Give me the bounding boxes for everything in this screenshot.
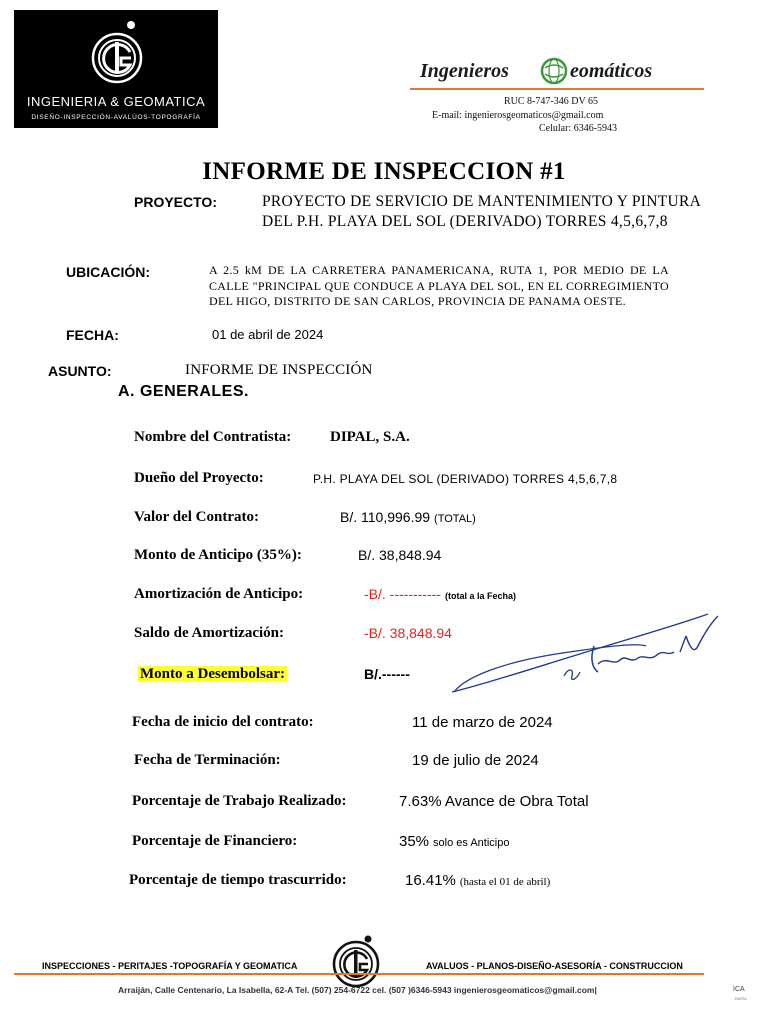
brand-underline	[410, 88, 704, 90]
brand-name-part2: eomáticos	[570, 60, 653, 82]
valor-group	[340, 509, 476, 527]
amortizacion-group	[364, 586, 516, 604]
amortizacion-label: Amortización de Anticipo:	[134, 586, 304, 602]
terminacion-label: Fecha de Terminación:	[134, 752, 281, 768]
dueno-value: P.H. PLAYA DEL SOL (DERIVADO) TORRES 4,5,6,7,8	[313, 472, 618, 486]
corner-fragment-sub: RAFÍA	[735, 996, 747, 1001]
ubicacion-value: A 2.5 kM DE LA CARRETERA PANAMERICANA, RUTA 1, POR MEDIO DE LA CALLE "PRINCIPAL QUE CONDUCE A PLAYA DEL SOL, EN EL CORREGIMIENTO DEL HIGO, DISTRITO DE SAN CARLOS, PROVINCIA DE PANAMA OESTE.	[209, 263, 669, 308]
ruc-text: RUC 8-747-346 DV 65	[504, 96, 598, 107]
saldo-label: Saldo de Amortización:	[134, 625, 284, 641]
footer-logo-icon	[330, 934, 382, 990]
inicio-label: Fecha de inicio del contrato:	[132, 714, 314, 730]
contratista-label: Nombre del Contratista:	[134, 429, 292, 445]
amortizacion-note: (total a la Fecha)	[444, 591, 516, 601]
email-text: E-mail: ingenierosgeomaticos@gmail.com	[432, 110, 604, 121]
logo-subtitle: DISEÑO-INSPECCIÓN-AVALÚOS-TOPOGRAFÍA	[31, 114, 201, 121]
fecha-value: 01 de abril de 2024	[212, 327, 324, 342]
logo-title: INGENIERIA & GEOMATICA	[26, 94, 206, 109]
tiempo-label: Porcentaje de tiempo trascurrido:	[129, 872, 347, 888]
financiero-note: solo es Anticipo	[433, 837, 510, 849]
financiero-label: Porcentaje de Financiero:	[132, 833, 298, 849]
phone-text: Celular: 6346-5943	[539, 123, 618, 134]
proyecto-label: PROYECTO:	[134, 194, 217, 210]
valor-value: B/. 110,996.99	[340, 509, 431, 525]
company-logo	[14, 10, 218, 128]
contratista-value: DIPAL, S.A.	[330, 429, 410, 445]
inicio-value: 11 de marzo de 2024	[412, 714, 553, 731]
terminacion-value: 19 de julio de 2024	[412, 752, 539, 769]
valor-note: (TOTAL)	[434, 513, 476, 525]
company-logo-icon	[90, 18, 144, 90]
valor-label: Valor del Contrato:	[134, 509, 259, 525]
desembolsar-label: Monto a Desembolsar:	[140, 666, 285, 682]
tiempo-group	[405, 872, 550, 890]
desembolsar-label-wrap	[138, 666, 287, 683]
footer-right-services: AVALUOS - PLANOS-DISEÑO-ASESORÍA - CONSTRUCCION	[426, 961, 683, 971]
trabajo-label: Porcentaje de Trabajo Realizado:	[132, 793, 347, 809]
fecha-label: FECHA:	[66, 327, 119, 343]
financiero-group	[399, 833, 509, 851]
tiempo-value: 16.41%	[405, 872, 456, 889]
footer-address: Arraiján, Calle Centenario, La Isabella, 62-A Tel. (507) 254-6722 cel. (507 )6346-5943 ingenierosgeomaticos@gmail.com|	[118, 985, 597, 995]
anticipo-label: Monto de Anticipo (35%):	[134, 547, 302, 563]
tiempo-note: (hasta el 01 de abril)	[459, 876, 551, 888]
signature-image	[446, 606, 726, 698]
anticipo-value: B/. 38,848.94	[358, 547, 442, 563]
footer-divider	[14, 973, 704, 975]
page-title: INFORME DE INSPECCION #1	[202, 158, 566, 185]
footer-left-services: INSPECCIONES - PERITAJES -TOPOGRAFÍA Y GEOMATICA	[42, 961, 298, 971]
ubicacion-label: UBICACIÓN:	[66, 264, 150, 280]
asunto-value: INFORME DE INSPECCIÓN	[185, 362, 373, 378]
corner-fragment: ICA	[733, 986, 745, 993]
saldo-value: -B/. 38,848.94	[364, 625, 452, 641]
brand-globe-icon	[539, 56, 569, 86]
amortizacion-value: -B/. -----------	[364, 586, 441, 602]
brand-name-part1: Ingenieros	[420, 60, 509, 82]
asunto-label: ASUNTO:	[48, 363, 112, 379]
section-heading: A. GENERALES.	[118, 383, 249, 400]
financiero-value: 35%	[399, 833, 430, 850]
trabajo-value: 7.63% Avance de Obra Total	[399, 793, 589, 810]
proyecto-value: PROYECTO DE SERVICIO DE MANTENIMIENTO Y PINTURA DEL P.H. PLAYA DEL SOL (DERIVADO) TORRES 4,5,6,7,8	[262, 193, 701, 230]
dueno-label: Dueño del Proyecto:	[134, 470, 264, 486]
desembolsar-value: B/.------	[364, 666, 410, 682]
